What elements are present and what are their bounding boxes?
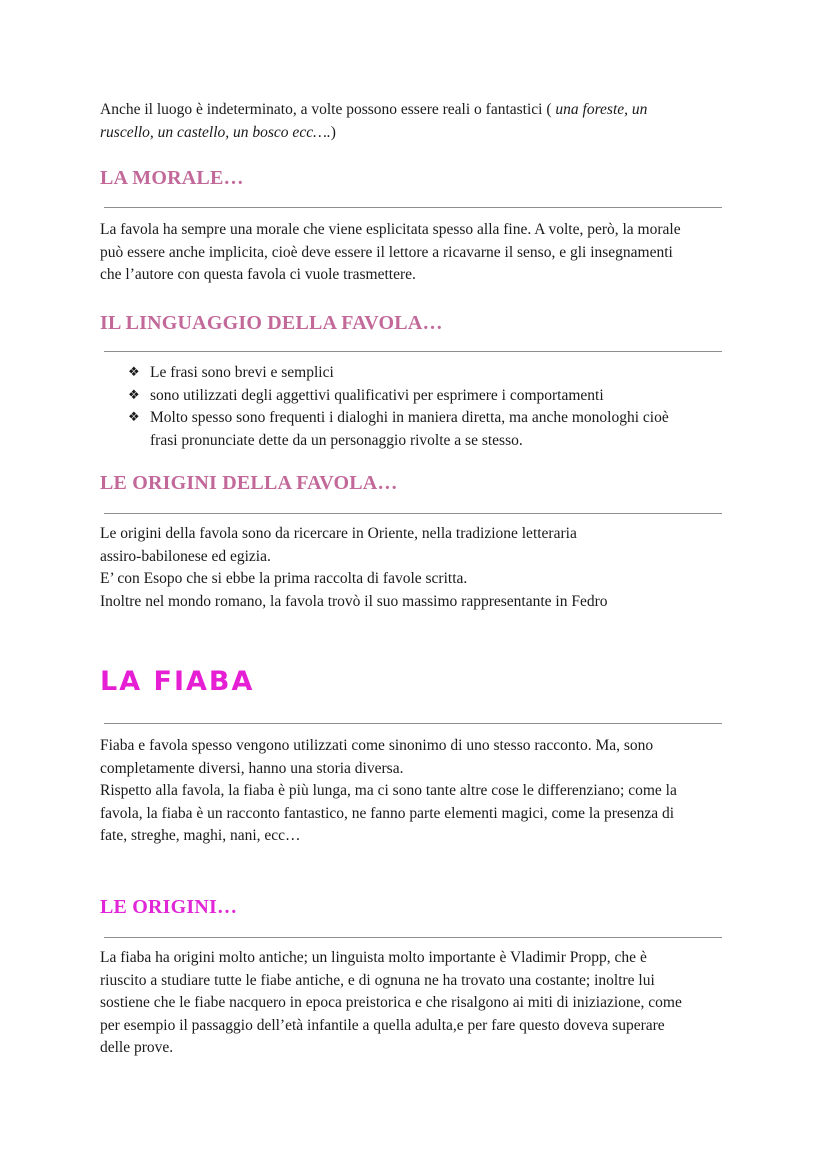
origini-favola-paragraph xyxy=(100,523,730,613)
origini-heading: LE ORIGINI… xyxy=(100,896,238,918)
origini-favola-divider xyxy=(104,513,722,514)
morale-divider xyxy=(104,207,722,208)
intro-line-2 xyxy=(100,122,730,145)
linguaggio-heading: IL LINGUAGGIO DELLA FAVOLA… xyxy=(100,312,443,334)
intro-paragraph xyxy=(100,99,730,144)
fiaba-line: Rispetto alla favola, la fiaba è più lunga, ma ci sono tante altre cose le differenziano; come la xyxy=(100,782,677,799)
morale-line: può essere anche implicita, cioè deve essere il lettore a ricavarne il senso, e gli insegnamenti xyxy=(100,243,673,261)
origini-line: La fiaba ha origini molto antiche; un linguista molto importante è Vladimir Propp, che è xyxy=(100,949,647,966)
fiaba-line: favola, la fiaba è un racconto fantastico, ne fanno parte elementi magici, come la presenza di xyxy=(100,804,675,822)
diamond-bullet-icon: ❖ xyxy=(128,387,140,403)
diamond-bullet-icon: ❖ xyxy=(128,410,140,425)
list-item xyxy=(128,362,728,385)
bullet-text: frasi pronunciate dette da un personaggio rivolte a se stesso. xyxy=(150,431,523,449)
origini-line: sostiene che le fiabe nacquero in epoca preistorica e che risalgono ai miti di iniziazione, come xyxy=(100,994,682,1011)
intro-line-2-italic: ruscello, un castello, un bosco ecc…. xyxy=(100,123,331,141)
diamond-bullet-icon: ❖ xyxy=(128,365,140,380)
intro-line-1 xyxy=(100,99,730,122)
morale-paragraph xyxy=(100,219,730,287)
linguaggio-divider xyxy=(104,351,722,352)
origini-favola-line: Inoltre nel mondo romano, la favola trovò il suo massimo rappresentante in Fedro xyxy=(100,592,608,610)
morale-heading: LA MORALE… xyxy=(100,167,244,189)
origini-favola-heading: LE ORIGINI DELLA FAVOLA… xyxy=(100,472,398,494)
fiaba-title: LA FIABA xyxy=(100,666,255,697)
list-item xyxy=(128,385,728,408)
origini-favola-line: assiro-babilonese ed egizia. xyxy=(100,547,271,565)
linguaggio-bullet-list xyxy=(128,362,728,452)
origini-favola-line: Le origini della favola sono da ricercare in Oriente, nella tradizione letteraria xyxy=(100,525,577,542)
fiaba-line: completamente diversi, hanno una storia diversa. xyxy=(100,759,404,777)
origini-line: per esempio il passaggio dell’età infantile a quella adulta,e per fare questo doveva superare xyxy=(100,1016,665,1034)
morale-line: La favola ha sempre una morale che viene esplicitata spesso alla fine. A volte, però, la morale xyxy=(100,221,681,238)
fiaba-paragraph xyxy=(100,735,730,848)
intro-line-2-text: ) xyxy=(330,123,336,141)
origini-paragraph xyxy=(100,947,730,1060)
fiaba-line: Fiaba e favola spesso vengono utilizzati come sinonimo di uno stesso racconto. Ma, sono xyxy=(100,737,654,754)
intro-line-1-italic: una foreste, un xyxy=(555,101,648,118)
list-item xyxy=(128,407,728,452)
origini-favola-line: E’ con Esopo che si ebbe la prima raccolta di favole scritta. xyxy=(100,570,468,587)
morale-line: che l’autore con questa favola ci vuole trasmettere. xyxy=(100,266,416,283)
bullet-text: sono utilizzati degli aggettivi qualificativi per esprimere i comportamenti xyxy=(150,386,604,404)
origini-line: riuscito a studiare tutte le fiabe antiche, e di ognuna ne ha trovato una costante; inoltre lui xyxy=(100,971,655,989)
intro-line-1-text: Anche il luogo è indeterminato, a volte possono essere reali o fantastici ( xyxy=(100,101,556,118)
bullet-text: Le frasi sono brevi e semplici xyxy=(150,364,334,381)
bullet-text: Molto spesso sono frequenti i dialoghi in maniera diretta, ma anche monologhi cioè xyxy=(150,409,669,426)
fiaba-line: fate, streghe, maghi, nani, ecc… xyxy=(100,827,301,844)
fiaba-divider xyxy=(104,723,722,724)
origini-line: delle prove. xyxy=(100,1039,174,1056)
origini-divider xyxy=(104,937,722,938)
